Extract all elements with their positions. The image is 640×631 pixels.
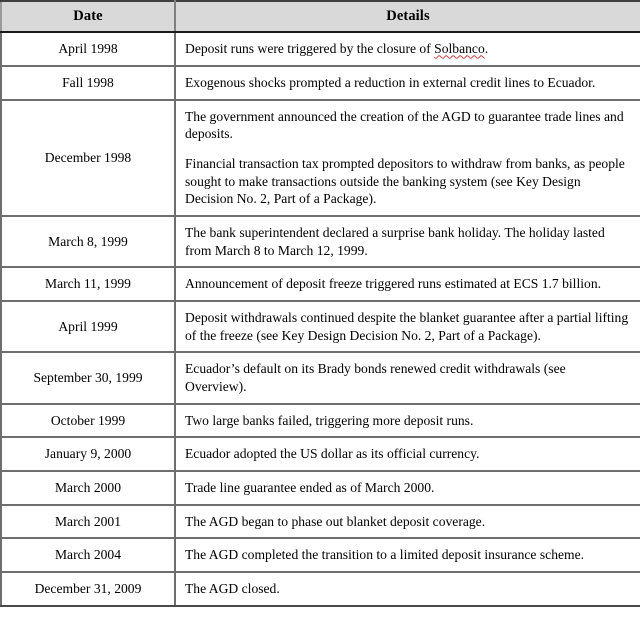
cell-details: [175, 471, 640, 505]
cell-details: [175, 352, 640, 403]
cell-details: [175, 66, 640, 100]
table-row: [1, 100, 640, 216]
column-header-date: Date: [1, 1, 175, 32]
cell-details: [175, 538, 640, 572]
cell-details: [175, 301, 640, 352]
cell-details: [175, 32, 640, 66]
table-header: [1, 1, 640, 32]
cell-details: [175, 267, 640, 301]
cell-date: April 1999: [1, 301, 175, 352]
cell-date: October 1999: [1, 404, 175, 438]
detail-paragraph: Ecuador’s default on its Brady bonds renewed credit withdrawals (see Overview).: [185, 361, 566, 395]
detail-paragraph: Ecuador adopted the US dollar as its official currency.: [185, 446, 480, 462]
detail-paragraph: Announcement of deposit freeze triggered runs estimated at ECS 1.7 billion.: [185, 276, 602, 292]
table-header-row: [1, 1, 640, 32]
cell-date: March 2000: [1, 471, 175, 505]
cell-details: [175, 100, 640, 216]
detail-paragraph: Deposit withdrawals continued despite the blanket guarantee after a partial lifting of the freeze (see Key Design Decision No. 2, Part of a Package).: [185, 310, 629, 343]
detail-paragraph: The AGD began to phase out blanket deposit coverage.: [185, 513, 486, 529]
detail-paragraph: Deposit runs were triggered by the closure of Solbanco.: [185, 41, 489, 57]
spellcheck-flagged-word: Solbanco: [434, 41, 485, 57]
cell-details: [175, 216, 640, 267]
table-row: [1, 404, 640, 438]
cell-details: [175, 505, 640, 539]
cell-date: March 8, 1999: [1, 216, 175, 267]
cell-date: December 1998: [1, 100, 175, 216]
table-row: [1, 505, 640, 539]
table-row: [1, 267, 640, 301]
table-row: [1, 32, 640, 66]
table-row: [1, 437, 640, 471]
cell-date: March 2004: [1, 538, 175, 572]
detail-paragraph: The AGD completed the transition to a limited deposit insurance scheme.: [185, 547, 585, 563]
cell-date: December 31, 2009: [1, 572, 175, 606]
column-header-details: Details: [175, 1, 640, 32]
cell-date: March 11, 1999: [1, 267, 175, 301]
detail-paragraph: The AGD closed.: [185, 581, 280, 597]
detail-paragraph: Two large banks failed, triggering more deposit runs.: [185, 412, 474, 428]
cell-date: March 2001: [1, 505, 175, 539]
cell-details: [175, 404, 640, 438]
table-row: [1, 572, 640, 606]
cell-date: January 9, 2000: [1, 437, 175, 471]
detail-paragraph: Financial transaction tax prompted depositors to withdraw from banks, as people sought to make transactions outside the banking system (see Key Design Decision No. 2, Part of a Package).: [185, 156, 625, 207]
table-row: [1, 301, 640, 352]
detail-paragraph: Exogenous shocks prompted a reduction in external credit lines to Ecuador.: [185, 75, 596, 91]
detail-paragraph: The bank superintendent declared a surprise bank holiday. The holiday lasted from March 8 to March 12, 1999.: [185, 225, 605, 258]
cell-date: Fall 1998: [1, 66, 175, 100]
cell-date: September 30, 1999: [1, 352, 175, 403]
cell-details: [175, 437, 640, 471]
table-row: [1, 66, 640, 100]
table-row: [1, 216, 640, 267]
table-row: [1, 538, 640, 572]
table-row: [1, 352, 640, 403]
cell-details: [175, 572, 640, 606]
table-body: [1, 32, 640, 605]
cell-date: April 1998: [1, 32, 175, 66]
table-row: [1, 471, 640, 505]
detail-paragraph: Trade line guarantee ended as of March 2000.: [185, 480, 435, 496]
detail-paragraph: The government announced the creation of the AGD to guarantee trade lines and deposits.: [185, 108, 624, 142]
